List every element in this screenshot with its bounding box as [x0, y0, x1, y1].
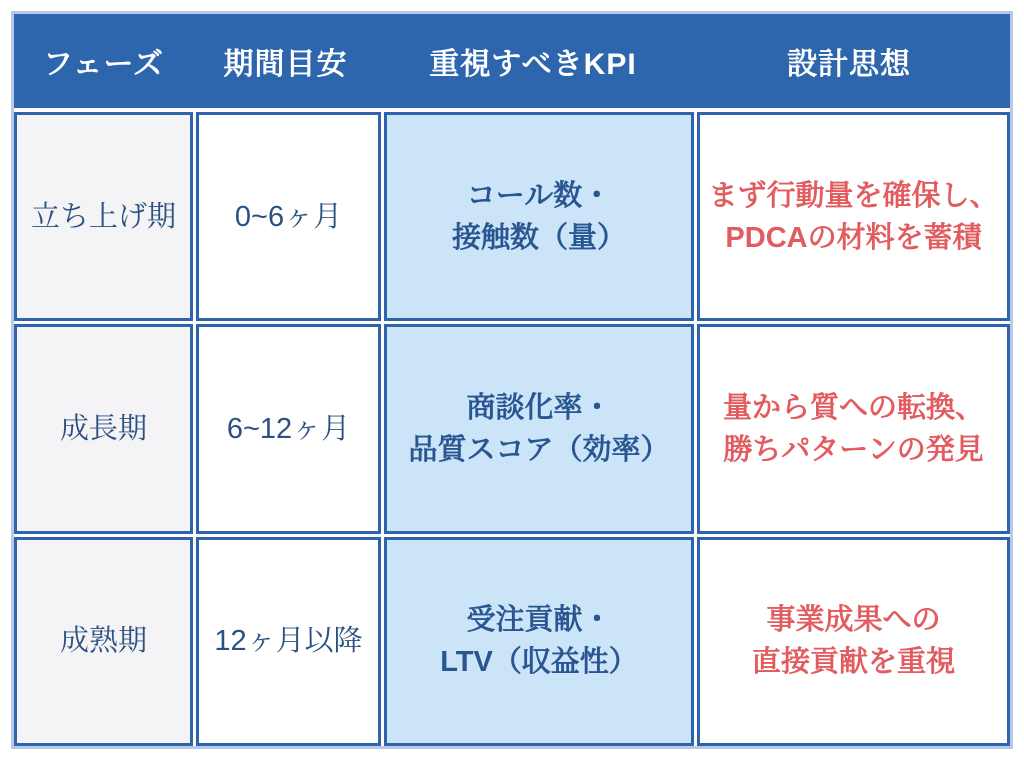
header-period: 期間目安: [223, 48, 348, 81]
table-row: [14, 324, 1010, 533]
design-line-2: 直接貢献を重視: [751, 646, 955, 679]
table-body: [14, 112, 1010, 746]
kpi-cell: [384, 537, 694, 746]
design-line-2: PDCAの材料を蓄積: [725, 221, 982, 254]
period-cell: 6~12ヶ月: [196, 324, 381, 533]
kpi-cell: [384, 112, 694, 321]
design-cell: [697, 112, 1010, 321]
table-row: [14, 537, 1010, 746]
table-header-row: [14, 14, 1010, 108]
kpi-line-1: 商談化率・: [466, 391, 612, 424]
kpi-line-2: 品質スコア（効率）: [408, 433, 670, 466]
design-line-1: 量から質への転換、: [722, 391, 984, 424]
design-line-2: 勝ちパターンの発見: [723, 433, 984, 466]
period-cell: 0~6ヶ月: [196, 112, 381, 321]
phase-cell: 成長期: [14, 324, 193, 533]
phase-cell: 成熟期: [14, 537, 193, 746]
header-phase: フェーズ: [43, 48, 164, 81]
kpi-line-2: LTV（収益性）: [440, 646, 638, 679]
design-line-1: まず行動量を確保し、: [708, 179, 999, 212]
design-cell: [697, 537, 1010, 746]
phase-cell: 立ち上げ期: [14, 112, 193, 321]
header-design: 設計思想: [787, 48, 911, 81]
design-line-1: 事業成果への: [766, 604, 941, 637]
period-cell: 12ヶ月以降: [196, 537, 381, 746]
kpi-line-2: 接触数（量）: [451, 221, 626, 254]
kpi-phase-table: [14, 14, 1010, 746]
kpi-line-1: コール数・: [466, 179, 612, 212]
table-row: [14, 112, 1010, 321]
kpi-cell: [384, 324, 694, 533]
header-kpi: 重視すべきKPI: [429, 48, 637, 81]
design-cell: [697, 324, 1010, 533]
kpi-line-1: 受注貢献・: [466, 604, 612, 637]
